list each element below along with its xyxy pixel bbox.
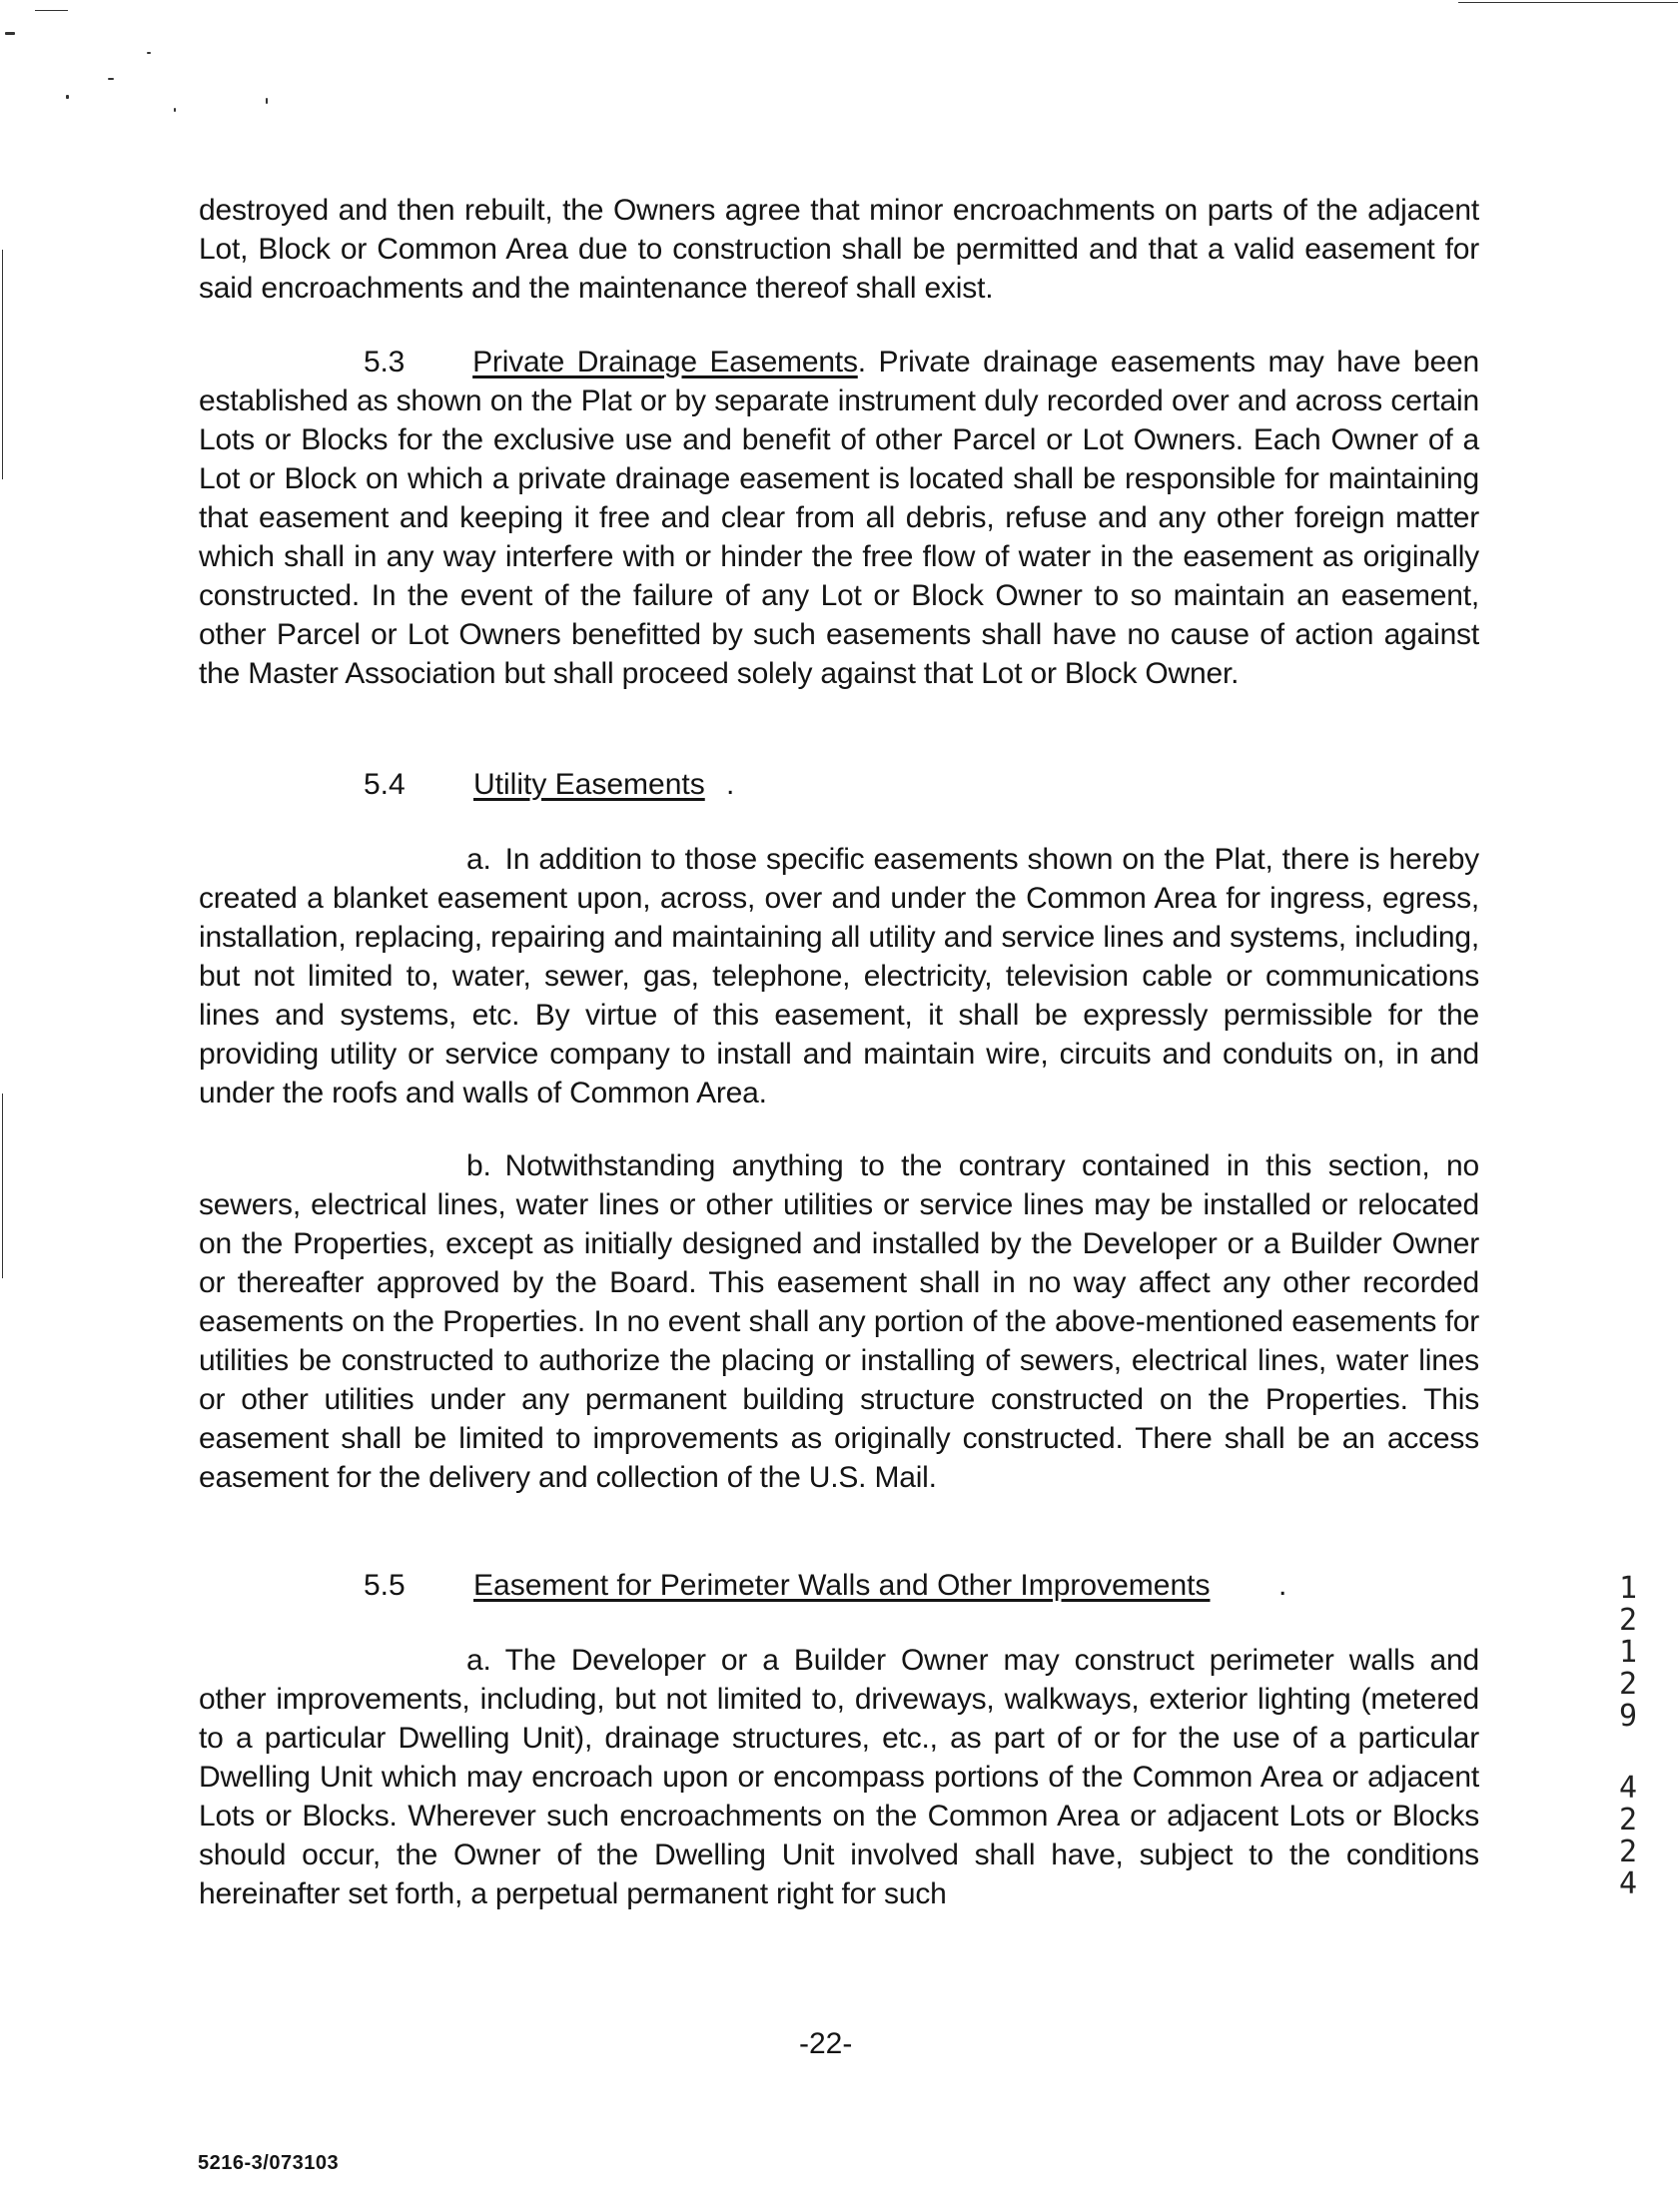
scan-speck xyxy=(174,108,176,112)
section-5-3-paragraph: 5.3 Private Drainage Easements. Private drainage easements may have been established as shown on the Plat or by separate instrument duly recorded over and across certain Lots or Blocks for the exclusive use and benefit of other Parcel or Lot Owners. Each Owner of a Lot or Block on which a private drainage easement is located shall be responsible for maintaining that easement and keeping it free and clear from all debris, refuse and any other foreign matter which shall in any way interfere with or hinder the free flow of water in the easement as originally constructed. In the event of the failure of any Lot or Block Owner to so maintain an easement, other Parcel or Lot Owners benefitted by such easements shall have no cause of action against the Master Association but shall proceed solely against that Lot or Block Owner. xyxy=(199,346,1479,690)
section-5-4-title-period: . xyxy=(726,768,735,801)
margin-recording-stamp xyxy=(1610,1573,1646,1900)
section-5-5-title-period: . xyxy=(1278,1569,1287,1602)
scan-mark-left-1 xyxy=(2,250,3,479)
stamp-digit: 9 xyxy=(1618,1699,1638,1734)
stamp-digit: 1 xyxy=(1618,1571,1638,1606)
subparagraph-label: a. xyxy=(466,843,491,876)
scan-mark-top-right xyxy=(1458,2,1678,3)
section-5-4-a-paragraph xyxy=(199,840,1479,1112)
section-title: Utility Easements xyxy=(473,768,705,801)
section-number: 5.3 xyxy=(364,346,406,378)
section-5-5-a-paragraph xyxy=(199,1641,1479,1913)
stamp-gap xyxy=(1610,1733,1646,1773)
section-number: 5.4 xyxy=(364,768,406,801)
subparagraph-text: The Developer or a Builder Owner may construct perimeter walls and other improvements, including, but not limited to, driveways, walkways, exterior lighting (metered to a particular Dwelling Unit), drainage structures, etc., as part of or for the use of a particular Dwelling Unit which may encroach upon or encompass portions of the Common Area or adjacent Lots or Blocks. Wherever such encroachments on the Common Area or adjacent Lots or Blocks should occur, the Owner of the Dwelling Unit involved shall have, subject to the conditions hereinafter set forth, a perpetual permanent right for such xyxy=(199,1644,1479,1910)
document-id: 5216-3/073103 xyxy=(198,2152,340,2174)
section-body: Private drainage easements may have been established as shown on the Plat or by separate instrument duly recorded over and across certain Lots or Blocks for the exclusive use and benefit of other Parcel or Lot Owners. Each Owner of a Lot or Block on which a private drainage easement is located shall be responsible for maintaining that easement and keeping it free and clear from all debris, refuse and any other foreign matter which shall in any way interfere with or hinder the free flow of water in the easement as originally constructed. In the event of the failure of any Lot or Block Owner to so maintain an easement, other Parcel or Lot Owners benefitted by such easements shall have no cause of action against the Master Association but shall proceed solely against that Lot or Block Owner. xyxy=(199,346,1479,690)
stamp-digit: 2 xyxy=(1618,1835,1638,1869)
subparagraph-label: a. xyxy=(466,1644,491,1677)
scan-speck xyxy=(5,32,15,35)
section-title: Easement for Perimeter Walls and Other Improvements xyxy=(473,1569,1211,1602)
scan-speck xyxy=(108,78,114,80)
scan-speck xyxy=(66,95,69,99)
intro-paragraph: destroyed and then rebuilt, the Owners agree that minor encroachments on parts of the adjacent Lot, Block or Common Area due to construction shall be permitted and that a valid easement for said encroachments and the maintenance thereof shall exist. xyxy=(199,194,1479,305)
subparagraph-text: In addition to those specific easements shown on the Plat, there is hereby created a blanket easement upon, across, over and under the Common Area for ingress, egress, installation, replacing, repairing and maintaining all utility and service lines and systems, including, but not limited to, water, sewer, gas, telephone, electricity, television cable or communications lines and systems, etc. By virtue of this easement, it shall be expressly permissible for the providing utility or service company to install and maintain wire, circuits and conduits on, in and under the roofs and walls of Common Area. xyxy=(199,843,1479,1109)
stamp-digit: 2 xyxy=(1618,1603,1638,1638)
stamp-digit: 2 xyxy=(1618,1803,1638,1838)
subparagraph-label: b. xyxy=(466,1149,491,1182)
section-title: Private Drainage Easements xyxy=(472,346,858,378)
stamp-digit: 4 xyxy=(1618,1866,1638,1901)
section-5-4-b-paragraph xyxy=(199,1146,1479,1497)
stamp-digit: 2 xyxy=(1618,1667,1638,1702)
scan-mark-top-left xyxy=(35,10,68,11)
scan-mark-left-2 xyxy=(2,1094,3,1278)
page-number: -22- xyxy=(799,2027,853,2060)
section-number: 5.5 xyxy=(364,1569,406,1602)
stamp-digit: 4 xyxy=(1618,1771,1638,1806)
scan-speck xyxy=(266,98,268,104)
subparagraph-text: Notwithstanding anything to the contrary contained in this section, no sewers, electrical lines, water lines or other utilities or service lines may be installed or relocated on the Properties, except as initially designed and installed by the Developer or a Builder Owner or thereafter approved by the Board. This easement shall in no way affect any other recorded easements on the Properties. In no event shall any portion of the above-mentioned easements for utilities be constructed to authorize the placing or installing of sewers, electrical lines, water lines or other utilities under any permanent building structure constructed on the Properties. This easement shall be limited to improvements as originally constructed. There shall be an access easement for the delivery and collection of the U.S. Mail. xyxy=(199,1149,1479,1494)
stamp-digit: 1 xyxy=(1618,1635,1638,1670)
scan-speck xyxy=(147,52,151,54)
